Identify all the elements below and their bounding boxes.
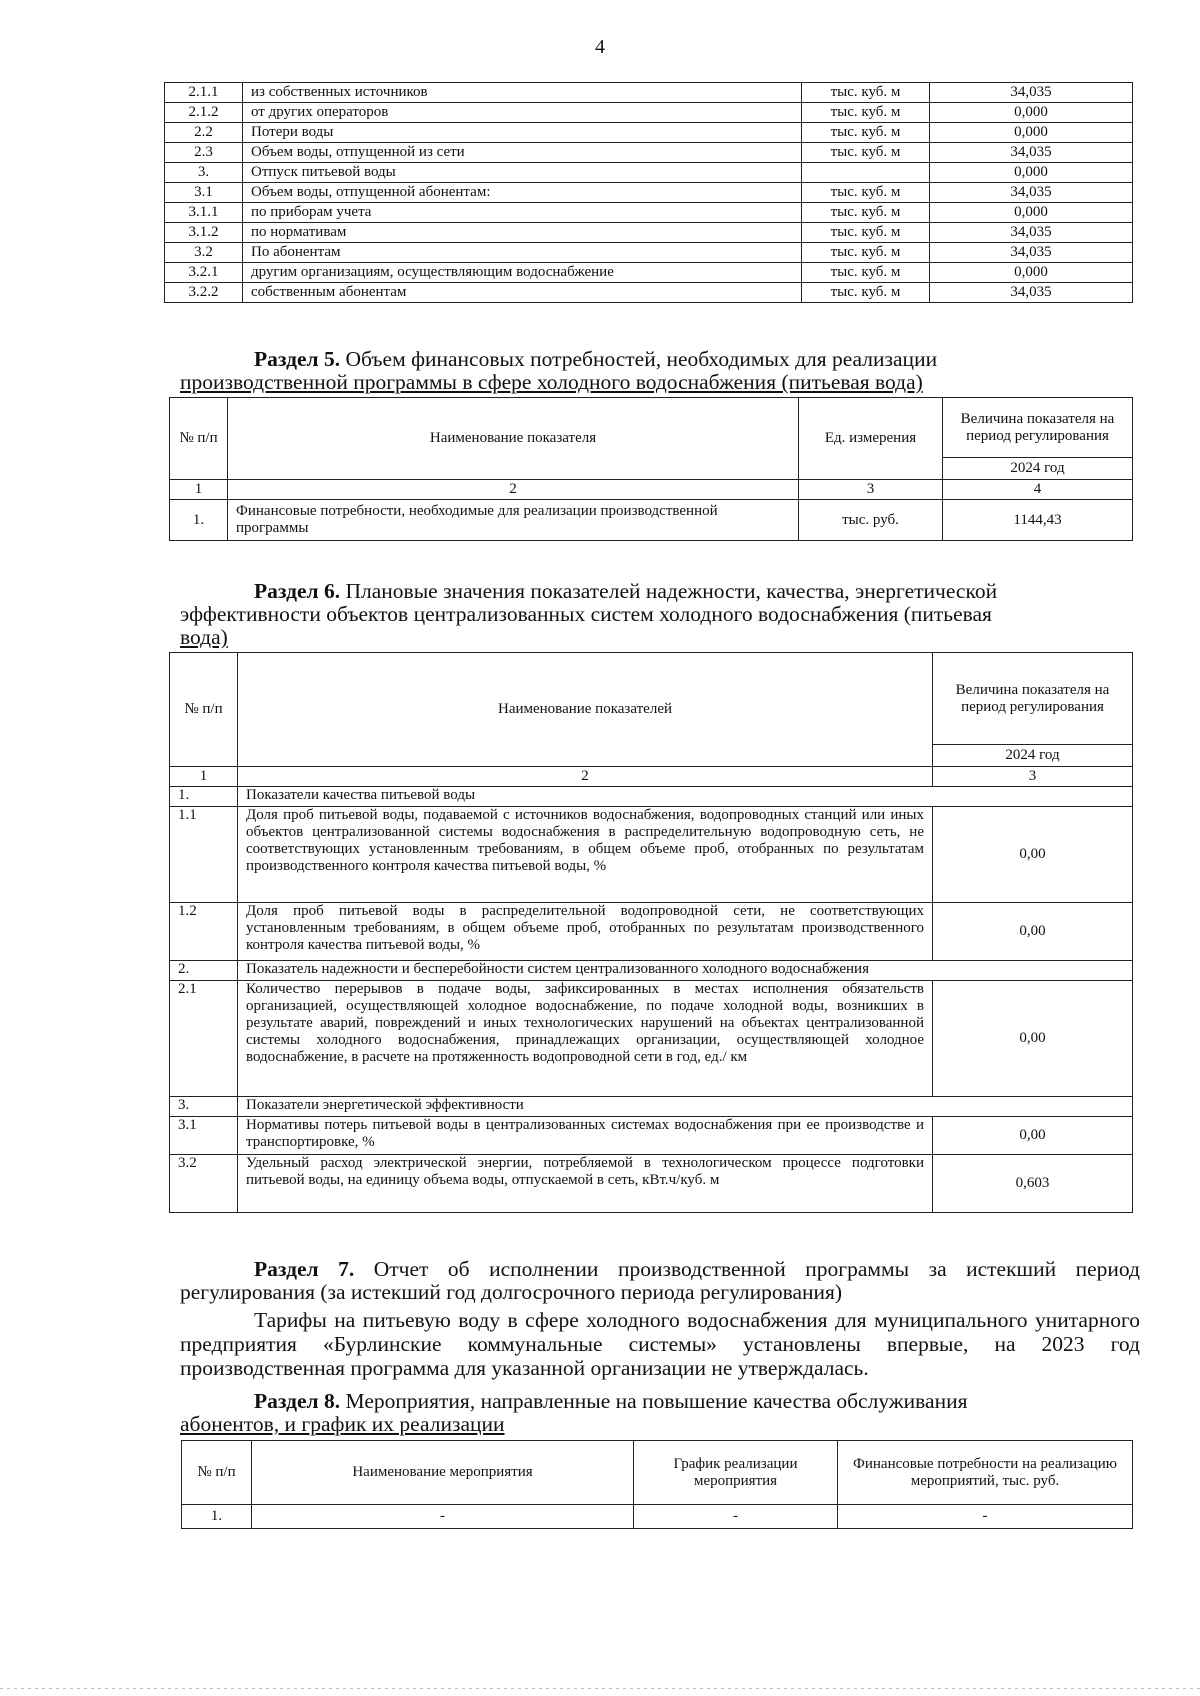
s8-row-finance: - xyxy=(838,1505,1133,1529)
s6-header-name: Наименование показателей xyxy=(238,653,933,767)
group-row xyxy=(170,961,1133,981)
column-number: 4 xyxy=(943,480,1133,500)
row-value: 34,035 xyxy=(930,283,1133,303)
group-name: Показатели энергетической эффективности xyxy=(238,1097,1133,1117)
row-value: 0,000 xyxy=(930,103,1133,123)
s8-row-name: - xyxy=(252,1505,634,1529)
table-row xyxy=(165,203,1133,223)
row-number: 3.1.2 xyxy=(165,223,243,243)
section6-title-line1: Плановые значения показателей надежности, качества, энергетической xyxy=(340,579,998,603)
s6-header-num: № п/п xyxy=(170,653,238,767)
row-name: по нормативам xyxy=(243,223,802,243)
row-unit: тыс. куб. м xyxy=(802,203,930,223)
row-number: 3.1 xyxy=(170,1117,238,1155)
row-number: 2.1 xyxy=(170,981,238,1097)
s5-header-year: 2024 год xyxy=(943,458,1133,480)
s8-header-name: Наименование мероприятия xyxy=(252,1441,634,1505)
row-name: другим организациям, осуществляющим водоснабжение xyxy=(243,263,802,283)
table-row xyxy=(165,143,1133,163)
row-name: Объем воды, отпущенной из сети xyxy=(243,143,802,163)
s8-row-schedule: - xyxy=(634,1505,838,1529)
row-number: 3.1 xyxy=(165,183,243,203)
section7-paragraph: Тарифы на питьевую воду в сфере холодного водоснабжения для муниципального унитарного предприятия «Бурлинские коммунальные системы» установлены впервые, на 2023 год производственная программа для указанной организации не утверждалась. xyxy=(180,1308,1140,1380)
row-value: 0,000 xyxy=(930,163,1133,183)
row-value: 34,035 xyxy=(930,83,1133,103)
s5-header-value: Величина показателя на период регулирования xyxy=(943,398,1133,458)
section8-table xyxy=(181,1440,1133,1529)
table-row xyxy=(170,981,1133,1097)
section6-title-line3: вода) xyxy=(180,625,228,649)
table-row xyxy=(170,1117,1133,1155)
row-value: 34,035 xyxy=(930,143,1133,163)
row-unit: тыс. куб. м xyxy=(802,223,930,243)
section8-title-line2: абонентов, и график их реализации xyxy=(180,1412,505,1436)
row-number: 3. xyxy=(165,163,243,183)
row-value: 0,000 xyxy=(930,203,1133,223)
column-number: 3 xyxy=(933,767,1133,787)
row-unit xyxy=(802,163,930,183)
column-number: 3 xyxy=(799,480,943,500)
section7-title-text: Отчет об исполнении производственной программы за истекший период регулирования (за истекший год долгосрочного периода регулирования) xyxy=(180,1257,1140,1304)
row-value: 0,000 xyxy=(930,263,1133,283)
group-name: Показатели качества питьевой воды xyxy=(238,787,1133,807)
table-row xyxy=(165,223,1133,243)
row-value: 0,00 xyxy=(933,807,1133,903)
row-unit: тыс. куб. м xyxy=(802,263,930,283)
section7-title xyxy=(180,1258,1140,1304)
section8-title xyxy=(180,1390,1140,1436)
table-row xyxy=(165,103,1133,123)
row-number: 3.2 xyxy=(165,243,243,263)
table-row xyxy=(165,123,1133,143)
row-number: 3.2.2 xyxy=(165,283,243,303)
section6-table xyxy=(169,652,1133,1213)
column-number: 1 xyxy=(170,480,228,500)
row-value: 0,00 xyxy=(933,981,1133,1097)
s5-row-value: 1144,43 xyxy=(943,500,1133,541)
row-number: 3.2.1 xyxy=(165,263,243,283)
row-unit: тыс. куб. м xyxy=(802,143,930,163)
column-number: 2 xyxy=(238,767,933,787)
s6-header-year: 2024 год xyxy=(933,745,1133,767)
section5-title xyxy=(180,348,1140,394)
section5-label: Раздел 5. xyxy=(254,347,341,371)
row-number: 1.2 xyxy=(170,903,238,961)
water-balance-table xyxy=(164,82,1133,303)
s6-header-value: Величина показателя на период регулирования xyxy=(933,653,1133,745)
table-row xyxy=(165,263,1133,283)
row-value: 34,035 xyxy=(930,183,1133,203)
row-number: 2.1.2 xyxy=(165,103,243,123)
s5-header-unit: Ед. измерения xyxy=(799,398,943,480)
row-unit: тыс. куб. м xyxy=(802,83,930,103)
group-name: Показатель надежности и бесперебойности систем централизованного холодного водоснабжения xyxy=(238,961,1133,981)
row-number: 3.1.1 xyxy=(165,203,243,223)
row-name: Количество перерывов в подаче воды, зафиксированных в местах исполнения обязательств организацией, осуществляющей холодное водоснабжение, по подаче холодной воды, возникших в результате аварий, повреждений и иных технологических нарушений на объектах централизованной системы холодного водоснабжения, принадлежащих организации, осуществляющей холодное водоснабжение, в расчете на протяженность водопроводной сети в год, ед./ км xyxy=(238,981,933,1097)
row-name: Удельный расход электрической энергии, потребляемой в технологическом процессе подготовки питьевой воды, на единицу объема воды, отпускаемой в сеть, кВт.ч/куб. м xyxy=(238,1155,933,1213)
s5-row-name: Финансовые потребности, необходимые для реализации производственной программы xyxy=(228,500,799,541)
table-row xyxy=(170,1155,1133,1213)
s5-row-unit: тыс. руб. xyxy=(799,500,943,541)
section8-title-line1: Мероприятия, направленные на повышение качества обслуживания xyxy=(340,1389,968,1413)
table-row xyxy=(165,283,1133,303)
row-unit: тыс. куб. м xyxy=(802,283,930,303)
section5-title-line1: Объем финансовых потребностей, необходимых для реализации xyxy=(340,347,938,371)
table-row xyxy=(165,163,1133,183)
row-name: Отпуск питьевой воды xyxy=(243,163,802,183)
row-name: Объем воды, отпущенной абонентам: xyxy=(243,183,802,203)
row-name: из собственных источников xyxy=(243,83,802,103)
section6-label: Раздел 6. xyxy=(254,579,341,603)
row-unit: тыс. куб. м xyxy=(802,103,930,123)
row-name: Потери воды xyxy=(243,123,802,143)
row-name: от других операторов xyxy=(243,103,802,123)
row-unit: тыс. куб. м xyxy=(802,183,930,203)
section6-title xyxy=(180,580,1140,649)
s8-header-num: № п/п xyxy=(182,1441,252,1505)
section6-title-line2: эффективности объектов централизованных систем холодного водоснабжения (питьевая xyxy=(180,602,992,626)
row-number: 1.1 xyxy=(170,807,238,903)
row-value: 34,035 xyxy=(930,223,1133,243)
section5-title-line2: производственной программы в сфере холодного водоснабжения (питьевая вода) xyxy=(180,370,923,394)
section8-label: Раздел 8. xyxy=(254,1389,341,1413)
row-value: 34,035 xyxy=(930,243,1133,263)
row-unit: тыс. куб. м xyxy=(802,123,930,143)
row-number: 2.3 xyxy=(165,143,243,163)
row-number: 2.1.1 xyxy=(165,83,243,103)
section5-table xyxy=(169,397,1133,541)
row-name: Доля проб питьевой воды в распределительной водопроводной сети, не соответствующих установленным требованиям, в общем объеме проб, отобранных по результатам производственного контроля качества питьевой воды, % xyxy=(238,903,933,961)
section7-label: Раздел 7. xyxy=(254,1257,355,1281)
row-name: Нормативы потерь питьевой воды в централизованных системах водоснабжения при ее производстве и транспортировке, % xyxy=(238,1117,933,1155)
table-row xyxy=(170,903,1133,961)
row-number: 3. xyxy=(170,1097,238,1117)
scan-edge-line xyxy=(0,1688,1200,1689)
row-value: 0,00 xyxy=(933,1117,1133,1155)
s5-header-num: № п/п xyxy=(170,398,228,480)
row-name: Доля проб питьевой воды, подаваемой с источников водоснабжения, водопроводных станций или иных объектов централизованной системы водоснабжения в распределительную водопроводную сеть, не соответствующих установленным требованиям, в общем объеме проб, отобранных по результатам производственного контроля качества питьевой воды, % xyxy=(238,807,933,903)
row-name: собственным абонентам xyxy=(243,283,802,303)
row-value: 0,000 xyxy=(930,123,1133,143)
row-value: 0,00 xyxy=(933,903,1133,961)
s8-row-num: 1. xyxy=(182,1505,252,1529)
row-number: 2.2 xyxy=(165,123,243,143)
s5-header-name: Наименование показателя xyxy=(228,398,799,480)
page-number: 4 xyxy=(595,36,605,58)
s8-header-finance: Финансовые потребности на реализацию мероприятий, тыс. руб. xyxy=(838,1441,1133,1505)
row-name: по приборам учета xyxy=(243,203,802,223)
table-row xyxy=(170,807,1133,903)
table-row xyxy=(165,183,1133,203)
column-number: 1 xyxy=(170,767,238,787)
table-row xyxy=(165,243,1133,263)
row-number: 3.2 xyxy=(170,1155,238,1213)
group-row xyxy=(170,787,1133,807)
group-row xyxy=(170,1097,1133,1117)
row-value: 0,603 xyxy=(933,1155,1133,1213)
s8-header-schedule: График реализации мероприятия xyxy=(634,1441,838,1505)
s5-row-num: 1. xyxy=(170,500,228,541)
row-number: 2. xyxy=(170,961,238,981)
row-number: 1. xyxy=(170,787,238,807)
row-name: По абонентам xyxy=(243,243,802,263)
column-number: 2 xyxy=(228,480,799,500)
row-unit: тыс. куб. м xyxy=(802,243,930,263)
table-row xyxy=(165,83,1133,103)
